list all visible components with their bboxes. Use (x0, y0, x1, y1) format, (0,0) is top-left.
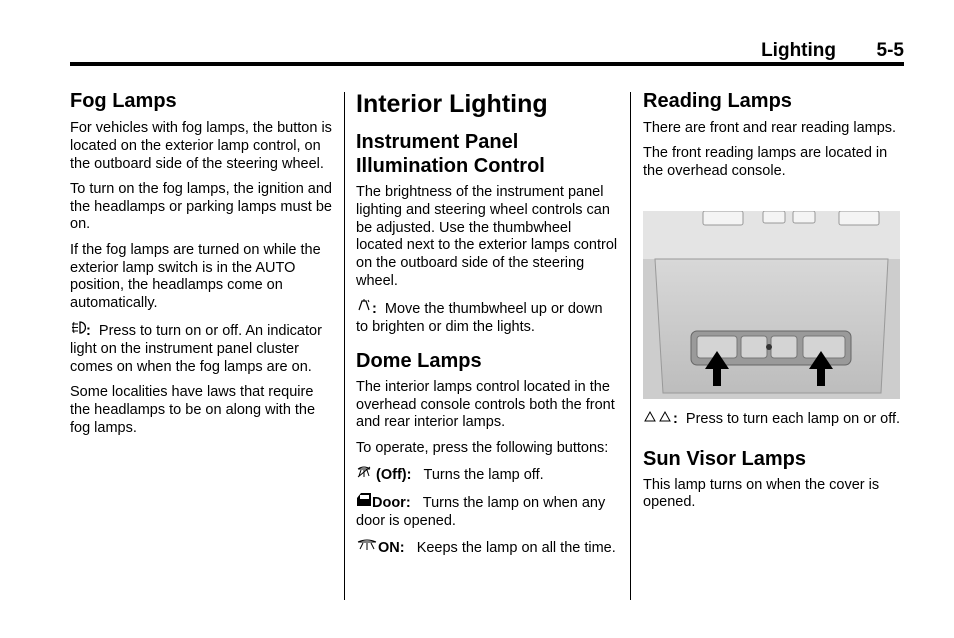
fog-lamps-paragraph-3: If the fog lamps are turned on while the exterior lamp switch is in the AUTO position, the headlamps come on automatically. (70, 241, 321, 312)
dome-on-label: ON: (378, 540, 405, 557)
instrument-panel-paragraph-2 (356, 298, 618, 337)
overhead-console-image (643, 211, 900, 399)
dome-door-label: Door: (372, 495, 411, 512)
heading-reading-lamps: Reading Lamps (643, 90, 792, 112)
column-divider-left (344, 92, 345, 600)
column-divider-right (630, 92, 631, 600)
reading-lamp-icon (643, 409, 673, 428)
dome-door-text: Turns the lamp on when any door is opened. (356, 495, 606, 530)
section-title: Lighting (761, 40, 836, 61)
heading-dome-lamps: Dome Lamps (356, 349, 482, 372)
heading-instrument-panel: Instrument Panel Illumination Control (356, 131, 545, 177)
dome-lamps-paragraph-2: To operate, press the following buttons: (356, 439, 609, 456)
fog-lamps-paragraph-4 (70, 320, 334, 376)
page-number: 5-5 (876, 40, 904, 61)
heading-sun-visor-lamps: Sun Visor Lamps (643, 447, 807, 470)
fog-lamp-colon: : (86, 323, 91, 340)
door-icon (356, 492, 372, 512)
dome-lamps-paragraph-1: The interior lamps control located in the overhead console controls both the front and rear interior lamps. (356, 378, 615, 431)
reading-lamps-paragraph-1: There are front and rear reading lamps. (643, 120, 897, 136)
dome-off-item (356, 465, 618, 485)
dome-on-item (356, 538, 618, 558)
heading-fog-lamps: Fog Lamps (70, 90, 177, 112)
fog-lamps-paragraph-2: To turn on the fog lamps, the ignition and the headlamps or parking lamps must be on. (70, 180, 332, 233)
dome-on-icon (356, 538, 378, 557)
column-fog-lamps (70, 88, 334, 445)
instrument-panel-paragraph-1: The brightness of the instrument panel lighting and steering wheel controls can be adjusted. Use the thumbwheel located next to the exterior lamps control on the outboard side of the steering wheel. (356, 184, 618, 289)
fog-lamps-paragraph-1: For vehicles with fog lamps, the button is located on the exterior lamp control, on the outboard side of the steering wheel. (70, 120, 332, 172)
dome-off-icon (356, 465, 372, 484)
reading-lamp-text: Press to turn each lamp on or off. (685, 410, 901, 427)
reading-lamps-paragraph-3 (643, 409, 905, 429)
column-reading-lamps (643, 88, 905, 520)
dimmer-text: Move the thumbwheel up or down to brighten or dim the lights. (356, 301, 603, 336)
reading-lamp-colon: : (673, 410, 678, 427)
fog-lamp-symbol-text: Press to turn on or off. An indicator light on the instrument panel cluster comes on when the fog lamps are on. (70, 323, 322, 376)
dome-on-text: Keeps the lamp on all the time. (416, 540, 616, 557)
heading-interior-lighting: Interior Lighting (356, 90, 548, 118)
dome-door-item (356, 492, 618, 531)
fog-lamp-icon (70, 320, 86, 340)
header-rule (70, 62, 904, 66)
fog-lamps-paragraph-5: Some localities have laws that require the headlamps to be on along with the fog lamps. (70, 384, 316, 436)
reading-lamps-paragraph-2: The front reading lamps are located in the overhead console. (643, 145, 888, 180)
dome-off-text: Turns the lamp off. (423, 467, 544, 484)
dome-off-label: (Off): (376, 467, 412, 484)
dimmer-icon (356, 298, 372, 318)
sun-visor-paragraph: This lamp turns on when the cover is opened. (643, 476, 880, 511)
page-header (70, 38, 904, 64)
dimmer-colon: : (372, 301, 377, 318)
column-interior-lighting (356, 88, 618, 566)
